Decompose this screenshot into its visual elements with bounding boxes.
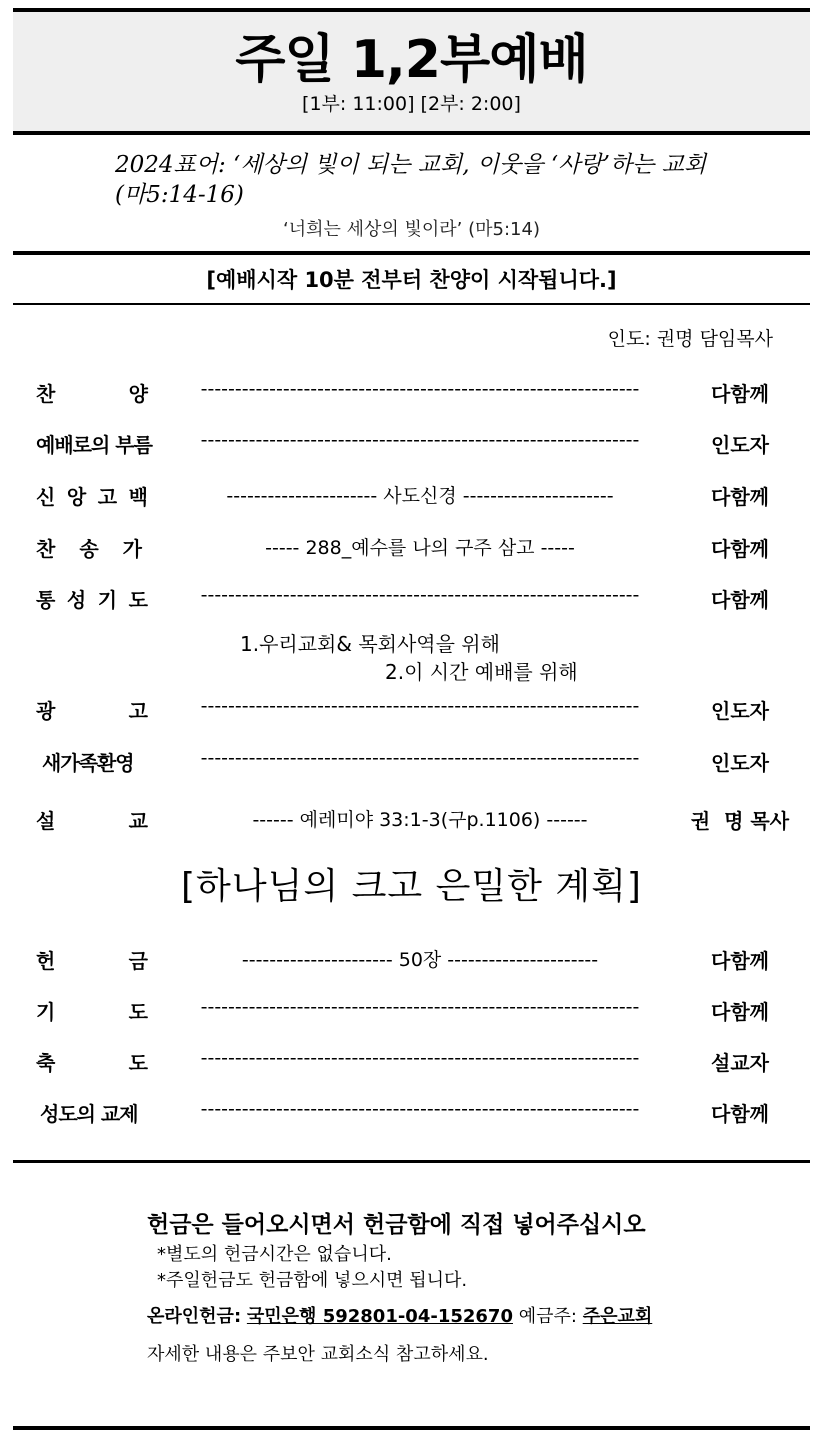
dash-leader: ---------------------------------------------------------------- xyxy=(200,429,640,451)
online-offering-label: 온라인헌금: xyxy=(147,1306,242,1327)
service-times: [1부: 11:00] [2부: 2:00] xyxy=(302,93,521,115)
motto-rule xyxy=(13,251,810,255)
footer-rule xyxy=(13,1160,810,1163)
order-item-closing-prayer xyxy=(0,996,823,1028)
order-participant: 다함께 xyxy=(711,588,769,612)
dash-leader: ---------------------------------------------------------------- xyxy=(200,1098,640,1120)
bottom-rule xyxy=(13,1426,810,1430)
order-item-welcome xyxy=(0,747,823,779)
order-detail: ------ 예레미야 33:1-3(구p.1106) ------ xyxy=(252,809,588,831)
order-label: 찬 양 xyxy=(36,382,148,406)
order-detail: ---------------------- 50장 ---------------------- xyxy=(241,949,599,971)
dash-leader: ---------------------------------------------------------------- xyxy=(200,584,640,606)
order-item-praise xyxy=(0,378,823,410)
order-item-announcements xyxy=(0,695,823,727)
order-participant: 인도자 xyxy=(711,699,769,723)
header xyxy=(13,12,810,132)
dash-leader: ---------------------------------------------------------------- xyxy=(200,1047,640,1069)
notice-rule xyxy=(13,303,810,305)
dash-leader: ---------------------------------------------------------------- xyxy=(200,747,640,769)
order-participant: 권 명 목사 xyxy=(690,809,790,833)
order-label: 성도의 교제 xyxy=(40,1102,138,1126)
order-participant: 설교자 xyxy=(711,1051,769,1075)
order-participant: 다함께 xyxy=(711,537,769,561)
order-label: 통 성 기 도 xyxy=(36,588,148,612)
order-item-sermon xyxy=(0,805,823,837)
order-item-offering xyxy=(0,945,823,977)
dash-leader: ---------------------------------------------------------------- xyxy=(200,996,640,1018)
order-detail: ----- 288_예수를 나의 구주 삼고 ----- xyxy=(265,537,575,559)
order-item-prayer xyxy=(0,584,823,616)
order-participant: 인도자 xyxy=(711,751,769,775)
order-item-call-to-worship xyxy=(0,429,823,461)
order-label: 설 교 xyxy=(36,809,148,833)
sermon-title: [하나님의 크고 은밀한 계획] xyxy=(181,866,642,907)
service-leader: 인도: 권명 담임목사 xyxy=(607,328,773,350)
motto-line-2: (마5:14-16) xyxy=(115,182,244,208)
account-holder: 주은교회 xyxy=(582,1306,653,1327)
page-title: 주일 1,2부예배 xyxy=(235,30,588,90)
order-participant: 다함께 xyxy=(711,382,769,406)
order-participant: 다함께 xyxy=(711,1000,769,1024)
dash-leader: ---------------------------------------------------------------- xyxy=(200,695,640,717)
detail-note: 자세한 내용은 주보안 교회소식 참고하세요. xyxy=(147,1344,489,1365)
offering-heading: 헌금은 들어오시면서 헌금함에 직접 넣어주십시오 xyxy=(147,1212,646,1238)
order-item-benediction xyxy=(0,1047,823,1079)
order-participant: 인도자 xyxy=(711,433,769,457)
order-item-fellowship xyxy=(0,1098,823,1130)
order-detail: ---------------------- 사도신경 ---------------------- xyxy=(226,485,614,507)
order-label: 신 앙 고 백 xyxy=(36,485,148,509)
order-label: 새가족환영 xyxy=(42,751,134,775)
bank-account: 국민은행 592801-04-152670 xyxy=(246,1306,513,1327)
prayer-item: 2.이 시간 예배를 위해 xyxy=(385,660,578,684)
praise-notice: [예배시작 10분 전부터 찬양이 시작됩니다.] xyxy=(206,268,617,292)
online-offering xyxy=(147,1302,767,1332)
order-label: 축 도 xyxy=(36,1051,148,1075)
order-label: 헌 금 xyxy=(36,949,148,973)
motto-verse: ‘너희는 세상의 빛이라’ (마5:14) xyxy=(283,219,540,240)
order-label: 예배로의 부름 xyxy=(36,433,152,457)
header-rule xyxy=(13,131,810,135)
account-holder-label: 예금주: xyxy=(518,1306,577,1327)
order-item-hymn xyxy=(0,533,823,565)
motto-line-1: 2024표어: ‘세상의 빛이 되는 교회, 이웃을 ‘사랑’하는 교회 xyxy=(115,152,707,178)
church-motto xyxy=(115,150,755,210)
order-participant: 다함께 xyxy=(711,949,769,973)
offering-note: *주일헌금도 헌금함에 넣으시면 됩니다. xyxy=(157,1270,468,1291)
prayer-item: 1.우리교회& 목회사역을 위해 xyxy=(240,632,500,656)
offering-note: *별도의 헌금시간은 없습니다. xyxy=(157,1244,392,1265)
order-participant: 다함께 xyxy=(711,1102,769,1126)
order-label: 기 도 xyxy=(36,1000,148,1024)
order-item-creed xyxy=(0,481,823,513)
order-label: 찬 송 가 xyxy=(36,537,142,561)
order-participant: 다함께 xyxy=(711,485,769,509)
order-label: 광 고 xyxy=(36,699,148,723)
offering-info xyxy=(147,1208,767,1370)
dash-leader: ---------------------------------------------------------------- xyxy=(200,378,640,400)
